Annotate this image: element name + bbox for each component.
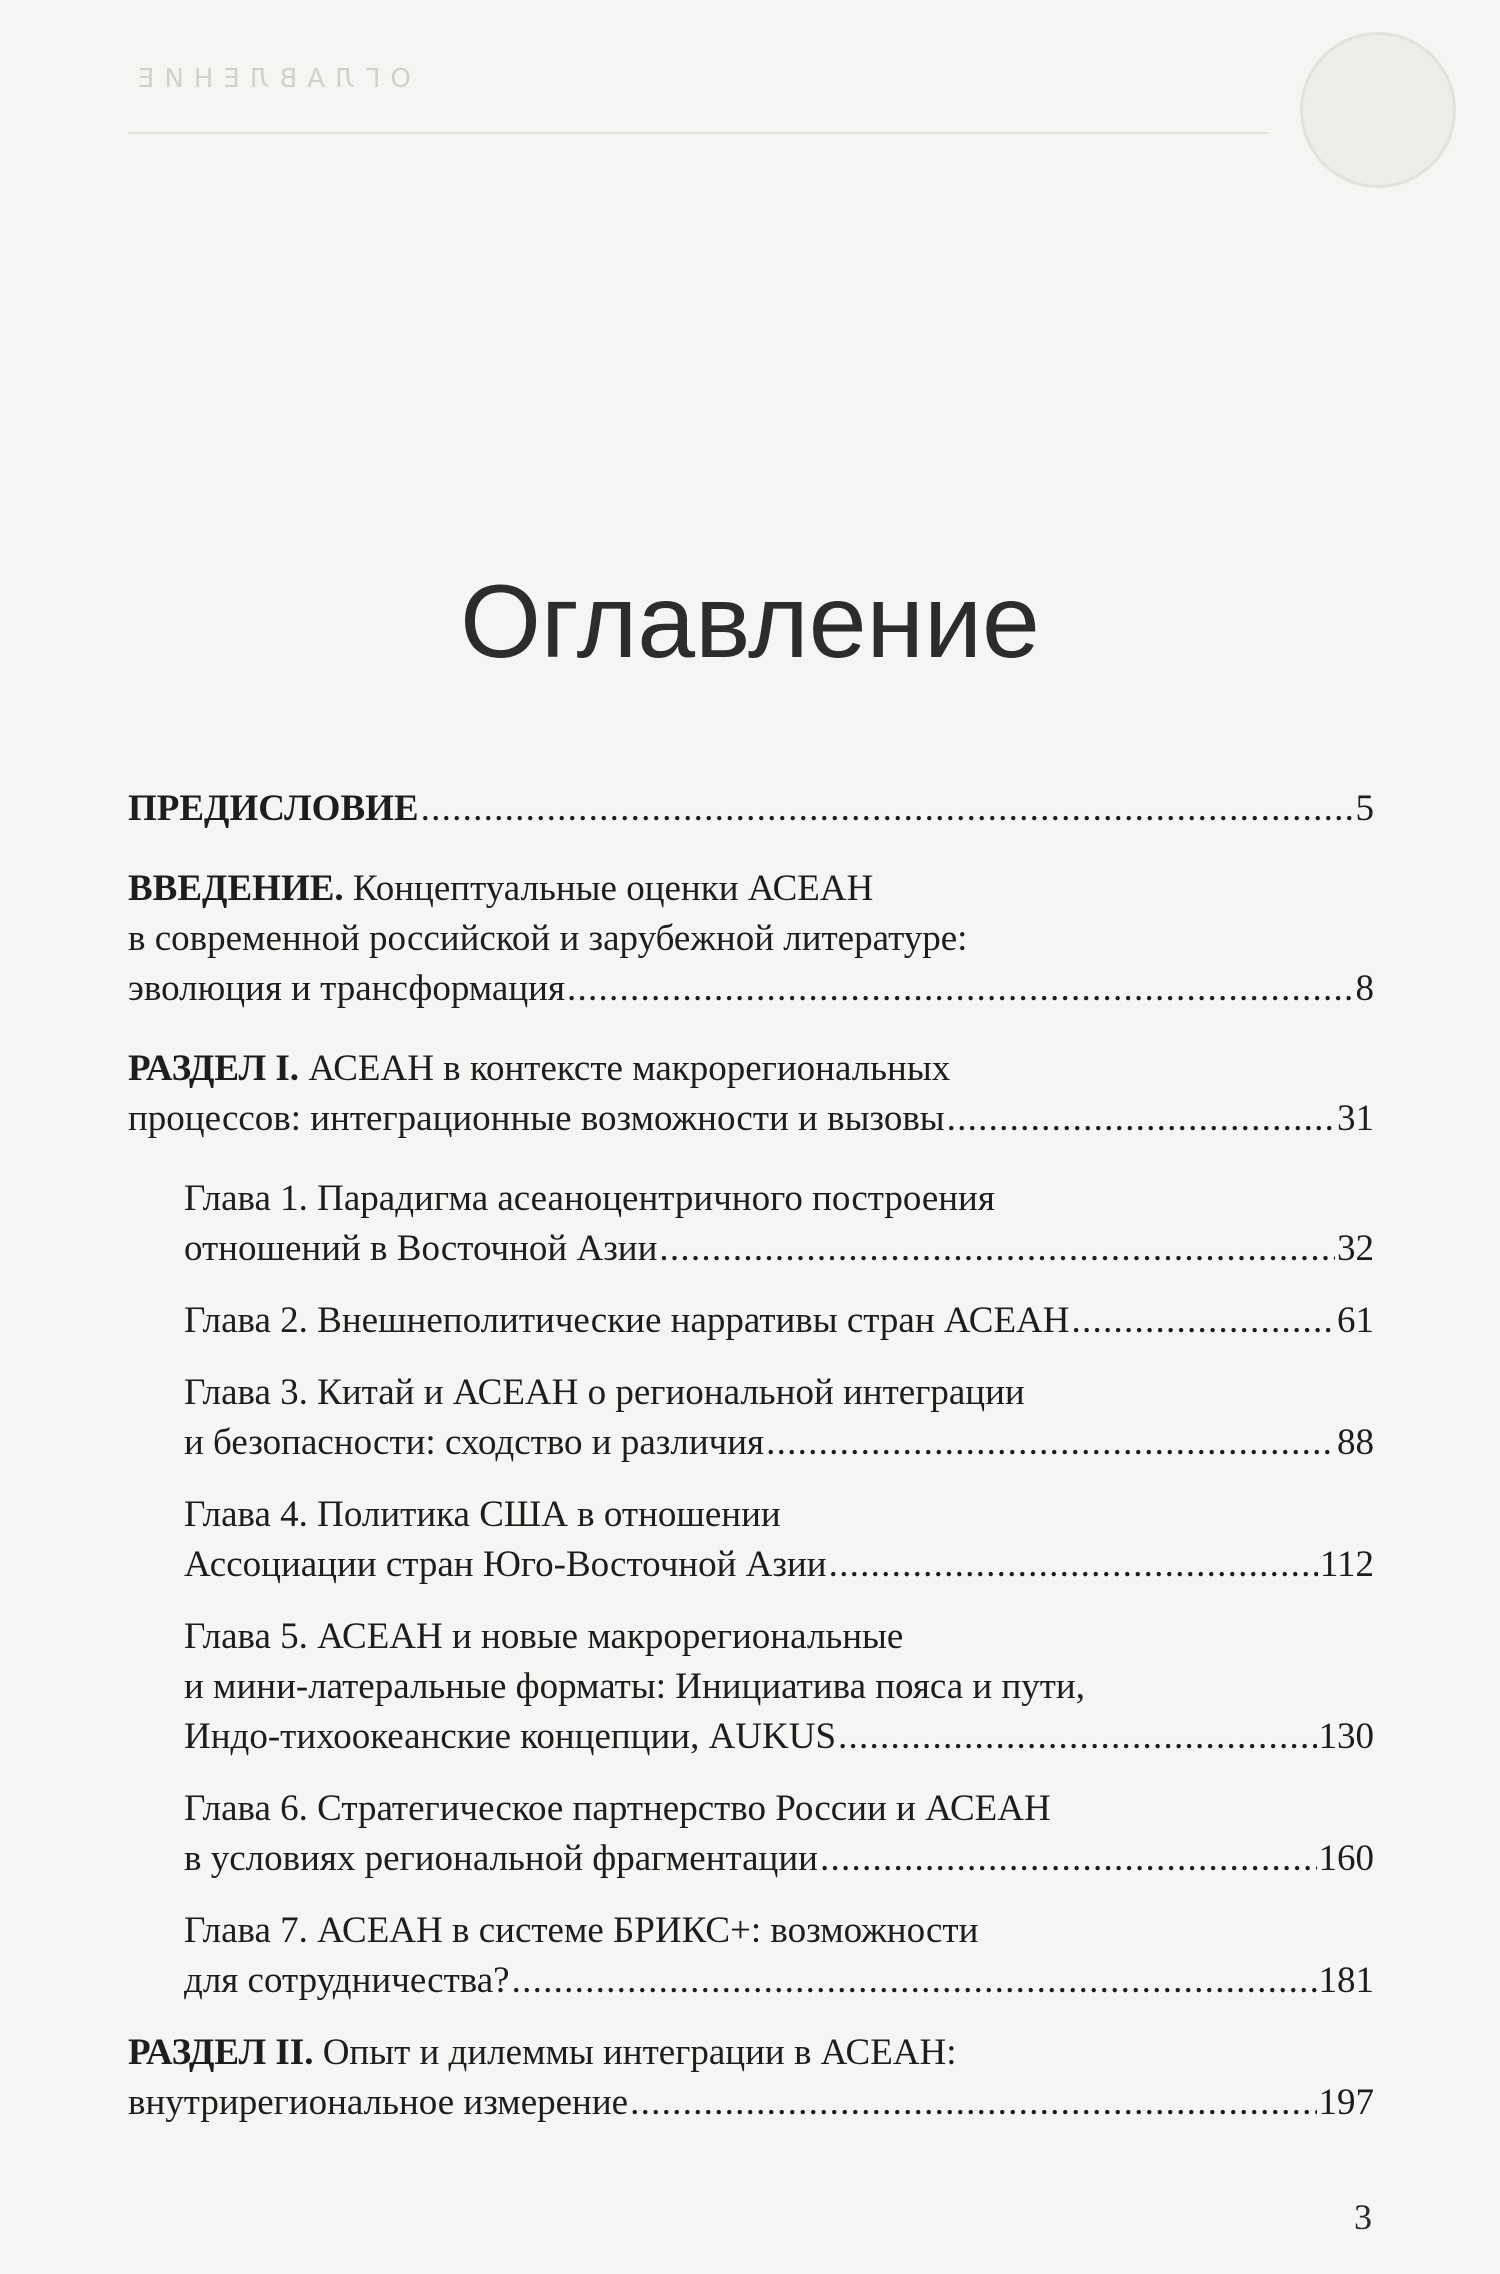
toc-entry-prefix: ПРЕДИСЛОВИЕ — [128, 788, 419, 829]
leader-dots — [567, 964, 1354, 1014]
toc-entry — [184, 1784, 1374, 1884]
toc-entry-title — [184, 1834, 818, 1884]
toc-entry-last-line — [184, 1834, 1374, 1884]
toc-entry-text: Глава 3. Китай и АСЕАН о региональной интеграции — [184, 1372, 1025, 1413]
toc-entry-title — [184, 1540, 827, 1590]
toc-entry-prefix: РАЗДЕЛ II. — [128, 2032, 314, 2073]
toc-entry-text: внутрирегиональное измерение — [128, 2082, 629, 2123]
leader-dots — [766, 1418, 1335, 1468]
toc-entry — [128, 864, 1374, 1014]
toc-entry-text: отношений в Восточной Азии — [184, 1228, 658, 1269]
toc-entry-title — [184, 1956, 510, 2006]
toc-page-number: 5 — [1355, 788, 1374, 829]
toc-entry-last-line — [128, 784, 1374, 834]
toc-entry-title — [128, 2078, 628, 2128]
toc-entry — [184, 1906, 1374, 2006]
toc-entry-last-line — [184, 1712, 1374, 1762]
leader-dots — [1072, 1296, 1336, 1346]
toc-entry-text: Опыт и дилеммы интеграции в АСЕАН: — [313, 2032, 957, 2073]
toc-entry — [184, 1174, 1374, 1274]
toc-entry-line — [128, 914, 1374, 964]
header-rule — [128, 132, 1268, 134]
leader-dots — [659, 1224, 1335, 1274]
toc-entry-prefix: ВВЕДЕНИЕ. — [128, 868, 344, 909]
toc-entry-text: и мини-латеральные форматы: Инициатива пояса и пути, — [184, 1666, 1085, 1707]
toc-entry-line — [184, 1612, 1374, 1662]
toc-entry — [184, 1612, 1374, 1762]
page-title: Оглавление — [460, 564, 1040, 680]
toc-entry-text: Глава 5. АСЕАН и новые макрорегиональные — [184, 1616, 904, 1657]
seal-watermark-icon — [1300, 32, 1456, 188]
toc-entry-text: Глава 6. Стратегическое партнерство России и АСЕАН — [184, 1788, 1051, 1829]
toc-entry-last-line — [128, 1094, 1374, 1144]
toc-entry-text: Концептуальные оценки АСЕАН — [343, 868, 874, 909]
toc-page-number: 112 — [1319, 1544, 1374, 1585]
toc-entry-title — [128, 784, 419, 834]
toc-page-number: 160 — [1318, 1838, 1374, 1879]
toc-entry-text: в условиях региональной фрагментации — [184, 1838, 818, 1879]
toc-entry — [128, 1044, 1374, 1144]
toc-entry-line — [128, 864, 1374, 914]
toc-entry-line — [128, 1044, 1374, 1094]
toc-entry-text: Глава 4. Политика США в отношении — [184, 1494, 781, 1535]
toc-entry-line — [184, 1906, 1374, 1956]
toc-entry — [184, 1296, 1374, 1346]
leader-dots — [512, 1956, 1317, 2006]
toc-entry-text: АСЕАН в контексте макрорегиональных — [299, 1048, 951, 1089]
toc-entry — [128, 2028, 1374, 2128]
toc-entry-line — [184, 1490, 1374, 1540]
toc-entry-title — [184, 1712, 836, 1762]
toc-entry-line — [128, 2028, 1374, 2078]
toc-entry-title — [128, 1094, 945, 1144]
toc-entry-title — [184, 1418, 764, 1468]
toc-page-number: 32 — [1337, 1228, 1374, 1269]
toc-entry-title — [184, 1296, 1070, 1346]
toc-page-number: 61 — [1337, 1300, 1374, 1341]
toc-entry-last-line — [184, 1540, 1374, 1590]
page-number: 3 — [1354, 2197, 1372, 2237]
leader-dots — [838, 1712, 1316, 1762]
toc-page-number: 8 — [1355, 968, 1374, 1009]
toc-entry-text: для сотрудничества? — [184, 1960, 510, 2001]
toc-entry-last-line — [184, 1418, 1374, 1468]
toc-page-number: 130 — [1318, 1716, 1374, 1757]
toc-entry-text: Глава 2. Внешнеполитические нарративы стран АСЕАН — [184, 1300, 1070, 1341]
toc-page-number: 31 — [1337, 1098, 1374, 1139]
leader-dots — [630, 2078, 1316, 2128]
toc-entry — [128, 784, 1374, 834]
leader-dots — [829, 1540, 1318, 1590]
leader-dots — [820, 1834, 1317, 1884]
toc-entry-text: Ассоциации стран Юго-Восточной Азии — [184, 1544, 827, 1585]
toc-entry-line — [184, 1662, 1374, 1712]
leader-dots — [947, 1094, 1335, 1144]
table-of-contents — [128, 784, 1374, 2158]
toc-page-number: 197 — [1318, 2082, 1374, 2123]
toc-entry-text: и безопасности: сходство и различия — [184, 1422, 765, 1463]
toc-entry-last-line — [128, 964, 1374, 1014]
toc-entry-line — [184, 1784, 1374, 1834]
leader-dots — [421, 784, 1354, 834]
toc-entry-text: Индо-тихоокеанские концепции, AUKUS — [184, 1716, 837, 1757]
toc-entry-title — [184, 1224, 657, 1274]
toc-entry-last-line — [184, 1296, 1374, 1346]
toc-entry-title — [128, 964, 565, 1014]
toc-page-number: 181 — [1318, 1960, 1374, 2001]
toc-entry-last-line — [184, 1956, 1374, 2006]
toc-entry-last-line — [128, 2078, 1374, 2128]
toc-entry-text: в современной российской и зарубежной литературе: — [128, 918, 968, 959]
running-header: ОГЛАВЛЕНИЕ — [128, 64, 411, 94]
toc-entry-prefix: РАЗДЕЛ I. — [128, 1048, 300, 1089]
toc-entry-text: Глава 7. АСЕАН в системе БРИКС+: возможности — [184, 1910, 979, 1951]
toc-entry-last-line — [184, 1224, 1374, 1274]
toc-entry-line — [184, 1174, 1374, 1224]
toc-entry-text: Глава 1. Парадигма асеаноцентричного построения — [184, 1178, 995, 1219]
toc-page-number: 88 — [1337, 1422, 1374, 1463]
toc-entry-text: эволюция и трансформация — [128, 968, 565, 1009]
toc-entry — [184, 1490, 1374, 1590]
toc-entry — [184, 1368, 1374, 1468]
toc-entry-text: процессов: интеграционные возможности и вызовы — [128, 1098, 945, 1139]
toc-entry-line — [184, 1368, 1374, 1418]
